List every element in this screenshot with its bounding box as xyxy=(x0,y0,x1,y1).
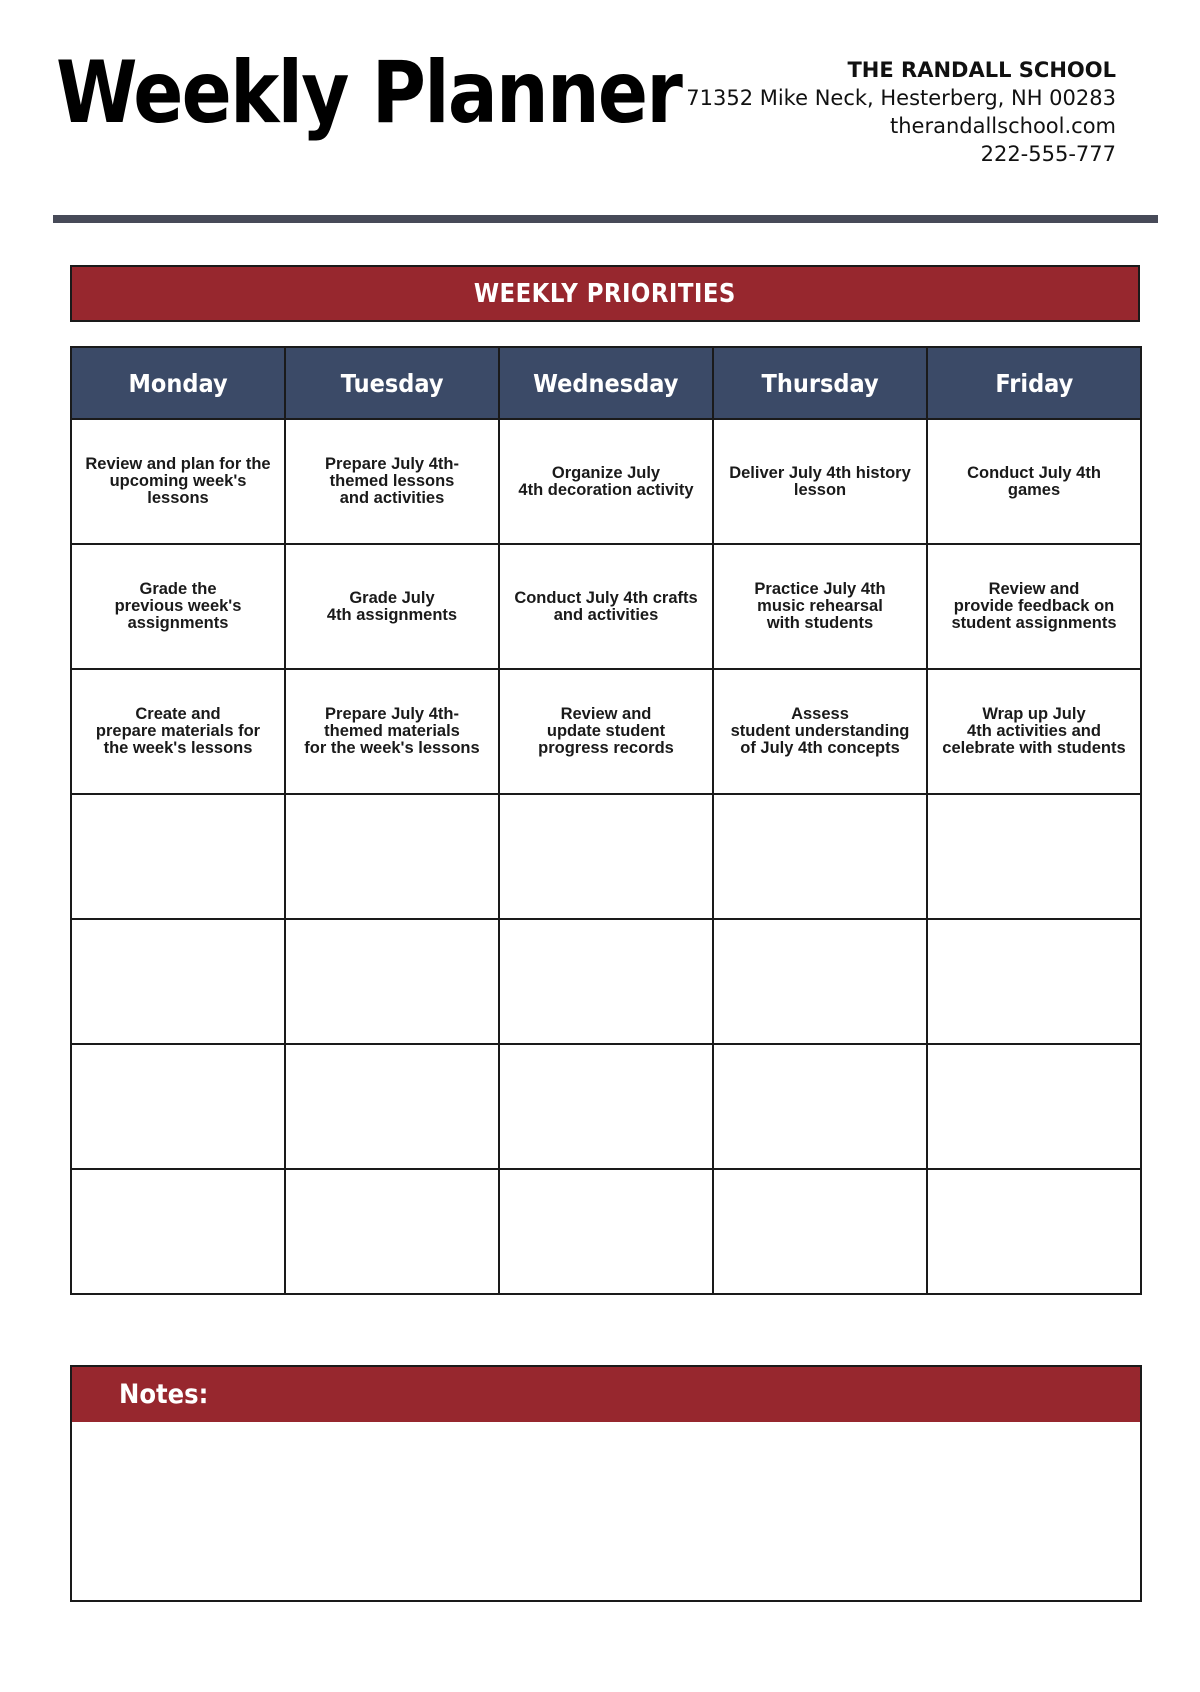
task-cell[interactable]: Practice July 4th music rehearsal with students xyxy=(713,544,927,669)
school-website: therandallschool.com xyxy=(890,114,1116,138)
task-cell[interactable]: Create and prepare materials for the week's lessons xyxy=(71,669,285,794)
task-cell[interactable] xyxy=(499,794,713,919)
task-cell[interactable]: Grade July 4th assignments xyxy=(285,544,499,669)
day-header-wednesday: Wednesday xyxy=(499,347,713,419)
school-name: THE RANDALL SCHOOL xyxy=(847,58,1116,82)
task-cell[interactable] xyxy=(71,1044,285,1169)
task-cell[interactable] xyxy=(713,794,927,919)
task-cell[interactable]: Review and provide feedback on student assignments xyxy=(927,544,1141,669)
task-cell[interactable] xyxy=(499,1044,713,1169)
task-cell[interactable] xyxy=(71,1169,285,1294)
table-row xyxy=(71,794,1141,919)
task-cell[interactable] xyxy=(285,1169,499,1294)
day-header-thursday: Thursday xyxy=(713,347,927,419)
table-row xyxy=(71,1169,1141,1294)
table-row xyxy=(71,419,1141,544)
school-phone: 222-555-777 xyxy=(980,142,1116,166)
day-header-tuesday: Tuesday xyxy=(285,347,499,419)
page-title: Weekly Planner xyxy=(56,43,682,143)
header-divider xyxy=(53,215,1158,223)
notes-label: Notes: xyxy=(119,1379,209,1410)
day-header-friday: Friday xyxy=(927,347,1141,419)
table-row xyxy=(71,919,1141,1044)
task-cell[interactable] xyxy=(713,919,927,1044)
task-cell[interactable] xyxy=(285,919,499,1044)
weekly-priorities-banner xyxy=(70,265,1140,322)
task-cell[interactable] xyxy=(713,1044,927,1169)
notes-header xyxy=(70,1365,1142,1424)
task-cell[interactable] xyxy=(927,1169,1141,1294)
weekly-priorities-title: WEEKLY PRIORITIES xyxy=(474,278,736,309)
day-header-monday: Monday xyxy=(71,347,285,419)
task-cell[interactable]: Prepare July 4th- themed materials for the week's lessons xyxy=(285,669,499,794)
task-cell[interactable]: Organize July 4th decoration activity xyxy=(499,419,713,544)
task-cell[interactable] xyxy=(713,1169,927,1294)
task-cell[interactable] xyxy=(499,919,713,1044)
task-cell[interactable]: Deliver July 4th history lesson xyxy=(713,419,927,544)
task-cell[interactable]: Review and plan for the upcoming week's lessons xyxy=(71,419,285,544)
task-cell[interactable]: Conduct July 4th crafts and activities xyxy=(499,544,713,669)
task-cell[interactable] xyxy=(71,794,285,919)
task-cell[interactable]: Grade the previous week's assignments xyxy=(71,544,285,669)
task-cell[interactable] xyxy=(71,919,285,1044)
table-row xyxy=(71,544,1141,669)
planner-grid xyxy=(70,346,1142,1295)
task-cell[interactable] xyxy=(927,919,1141,1044)
task-cell[interactable]: Wrap up July 4th activities and celebrate with students xyxy=(927,669,1141,794)
task-cell[interactable] xyxy=(285,794,499,919)
task-cell[interactable]: Conduct July 4th games xyxy=(927,419,1141,544)
day-header-row xyxy=(71,347,1141,419)
task-cell[interactable] xyxy=(285,1044,499,1169)
school-address: 71352 Mike Neck, Hesterberg, NH 00283 xyxy=(686,86,1116,110)
notes-area[interactable] xyxy=(70,1422,1142,1602)
task-cell[interactable]: Prepare July 4th- themed lessons and activities xyxy=(285,419,499,544)
task-cell[interactable] xyxy=(927,1044,1141,1169)
task-cell[interactable] xyxy=(927,794,1141,919)
task-cell[interactable]: Assess student understanding of July 4th concepts xyxy=(713,669,927,794)
table-row xyxy=(71,1044,1141,1169)
school-info xyxy=(686,56,1116,168)
task-cell[interactable]: Review and update student progress records xyxy=(499,669,713,794)
table-row xyxy=(71,669,1141,794)
task-cell[interactable] xyxy=(499,1169,713,1294)
